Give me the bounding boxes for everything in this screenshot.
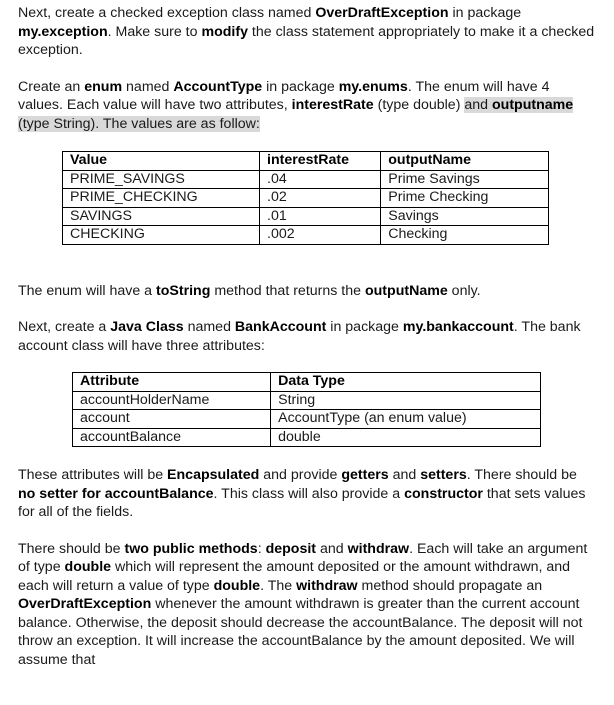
spacer — [18, 447, 596, 466]
bold-term: my.bankaccount — [402, 319, 514, 335]
text: and provide — [259, 467, 342, 483]
text: There should be — [18, 540, 125, 557]
text: named — [122, 78, 174, 95]
column-header-value: Value — [63, 152, 260, 171]
text: the class statement appropriately to make it a checked exception. — [18, 23, 595, 58]
table-header-row — [63, 152, 549, 171]
bold-term: OverDraftException — [18, 596, 152, 612]
table-cell: Checking — [381, 226, 549, 245]
spacer — [18, 355, 596, 372]
text: and — [316, 540, 348, 557]
bold-term: modify — [201, 23, 248, 40]
paragraph-enum — [18, 78, 596, 134]
text: These attributes will be — [18, 467, 168, 483]
bold-term: outputname — [492, 97, 574, 113]
text: that sets values for all of the fields. — [18, 485, 586, 520]
table-cell: String — [271, 391, 541, 410]
bold-term: toString — [156, 282, 211, 299]
spacer — [18, 300, 596, 318]
table-cell: Prime Savings — [381, 170, 549, 189]
table-cell: account — [73, 410, 271, 429]
table-cell: accountBalance — [73, 428, 271, 447]
spacer — [18, 522, 596, 540]
bold-term: my.enums — [338, 78, 408, 95]
text: and — [464, 97, 492, 113]
paragraph-methods — [18, 540, 596, 670]
paragraph-tostring — [18, 282, 596, 301]
text: in package — [262, 78, 339, 95]
table-row — [73, 391, 541, 410]
table-cell: PRIME_CHECKING — [63, 189, 260, 208]
bold-term: double — [64, 559, 112, 575]
bold-term: deposit — [265, 540, 317, 557]
text: whenever the amount withdrawn is greater than the current account balance. Otherwise, the deposit should decrease the accountBalance. The deposit will not throw an exception. It will increase the accountBalance by the amount deposited. We will assume that — [18, 596, 583, 668]
text: Next, create a — [18, 319, 111, 335]
paragraph-exception — [18, 4, 596, 60]
text: . The bank account class will have three attributes: — [18, 319, 581, 354]
table-row — [63, 207, 549, 226]
bold-term: two public methods — [124, 540, 258, 557]
text: in package — [326, 319, 403, 335]
table-row — [73, 428, 541, 447]
bold-term: withdraw — [296, 577, 358, 594]
text: only. — [447, 282, 481, 299]
table-row — [73, 410, 541, 429]
bold-term: constructor — [404, 485, 483, 502]
bold-term: OverDraftException — [315, 5, 449, 21]
bold-term: setters — [420, 467, 467, 483]
text: The enum will have a — [18, 282, 157, 299]
attributes-table — [72, 372, 541, 447]
paragraph-encapsulation — [18, 466, 596, 522]
bold-term: my.exception — [18, 23, 108, 40]
text: in package — [448, 5, 522, 21]
table-cell: Savings — [381, 207, 549, 226]
bold-term: withdraw — [347, 540, 410, 557]
column-header-data-type: Data Type — [271, 373, 541, 392]
text: (type double) — [373, 97, 465, 113]
column-header-output-name: outputName — [381, 152, 549, 171]
table-row — [63, 170, 549, 189]
table-cell: AccountType (an enum value) — [271, 410, 541, 429]
bold-term: Encapsulated — [167, 467, 260, 483]
text: . There should be — [466, 467, 577, 483]
table-row — [63, 226, 549, 245]
bold-term: interestRate — [291, 97, 374, 113]
spacer — [18, 245, 596, 282]
column-header-attribute: Attribute — [73, 373, 271, 392]
bold-term: Java Class — [110, 319, 184, 335]
table-cell: accountHolderName — [73, 391, 271, 410]
bold-term: no setter for accountBalance — [18, 485, 214, 502]
table-cell: SAVINGS — [63, 207, 260, 226]
text: . This class will also provide a — [213, 485, 405, 502]
text: . Make sure to — [107, 23, 202, 40]
text: . The — [260, 577, 297, 594]
table-cell: .02 — [260, 189, 381, 208]
spacer — [18, 60, 596, 78]
text: : — [257, 540, 266, 557]
bold-term: double — [213, 577, 261, 594]
text: method that returns the — [210, 282, 365, 299]
text: which will represent the amount deposited or the amount withdrawn, and each will return a value of type — [18, 559, 571, 594]
table-header-row — [73, 373, 541, 392]
table-cell: .002 — [260, 226, 381, 245]
enum-values-table — [62, 151, 549, 245]
text: Create an — [18, 78, 85, 95]
text: method should propagate an — [357, 577, 543, 594]
bold-term: BankAccount — [234, 319, 327, 335]
table-cell: double — [271, 428, 541, 447]
text: and — [388, 467, 421, 483]
table-row — [63, 189, 549, 208]
text: named — [183, 319, 235, 335]
table-cell: Prime Checking — [381, 189, 549, 208]
table-cell: .04 — [260, 170, 381, 189]
text: . The enum will have 4 values. Each value will have two attributes, — [18, 78, 550, 113]
text: Next, create a checked exception class named — [18, 5, 316, 21]
bold-term: getters — [341, 467, 389, 483]
table-cell: .01 — [260, 207, 381, 226]
table-cell: PRIME_SAVINGS — [63, 170, 260, 189]
column-header-interest-rate: interestRate — [260, 152, 381, 171]
text: . Each will take an argument of type — [18, 540, 588, 575]
bold-term: AccountType — [173, 78, 263, 95]
bold-term: enum — [84, 78, 123, 95]
paragraph-bank-account — [18, 318, 596, 355]
text: (type String). The values are as follow: — [18, 115, 260, 132]
bold-term: outputName — [364, 282, 448, 299]
table-cell: CHECKING — [63, 226, 260, 245]
